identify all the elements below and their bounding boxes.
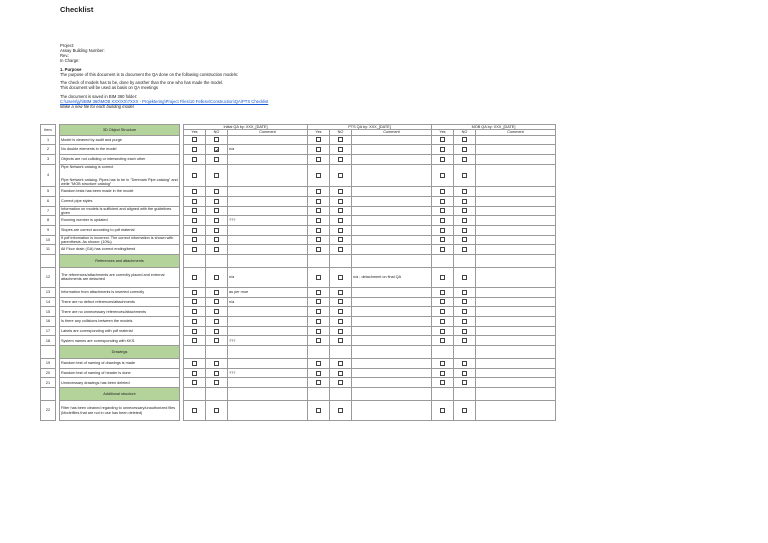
yes-checkbox[interactable] [316, 309, 321, 314]
yes-checkbox[interactable] [192, 228, 197, 233]
table-row [41, 359, 556, 369]
no-checkbox[interactable] [338, 247, 343, 252]
no-checkbox[interactable] [462, 237, 467, 242]
item-number: 1 [41, 135, 56, 145]
item-text: Filter has been cleaned regarding to unnecessary/unauthorized files (Modelfiles that are not in use has been deleted) [60, 401, 180, 421]
no-checkbox[interactable] [214, 228, 219, 233]
yes-checkbox[interactable] [316, 275, 321, 280]
yes-checkbox[interactable] [440, 237, 445, 242]
comment-cell[interactable] [228, 154, 308, 164]
comment-cell[interactable]: n/a [228, 267, 308, 287]
item-text: Random test of naming of header is done [60, 368, 180, 378]
yes-checkbox[interactable] [192, 309, 197, 314]
comment-cell[interactable] [352, 326, 432, 336]
yes-checkbox[interactable] [316, 218, 321, 223]
section-row [41, 346, 556, 359]
comment-cell[interactable] [476, 135, 556, 145]
page-title: Checklist [60, 5, 94, 14]
table-row [41, 206, 556, 216]
yes-checkbox[interactable] [316, 319, 321, 324]
comment-cell[interactable] [476, 206, 556, 216]
no-checkbox[interactable] [462, 329, 467, 334]
comment-cell[interactable] [352, 196, 432, 206]
yes-checkbox[interactable] [440, 299, 445, 304]
comment-cell[interactable] [352, 368, 432, 378]
no-checkbox[interactable] [462, 208, 467, 213]
no-checkbox[interactable] [462, 371, 467, 376]
comment-cell[interactable] [352, 245, 432, 255]
table-row [41, 326, 556, 336]
no-checkbox[interactable] [338, 157, 343, 162]
item-number: 9 [41, 225, 56, 235]
yes-checkbox[interactable] [192, 173, 197, 178]
table-row [41, 287, 556, 297]
field-in-charge: In Charge: [60, 57, 80, 63]
structure-header: 3D Object Structure [60, 125, 180, 136]
item-number: 20 [41, 368, 56, 378]
item-text: If pdf information is incorrect. The correct information is shown with parenthesis. As shown: (10‰) [60, 235, 180, 245]
comment-cell[interactable] [228, 235, 308, 245]
no-checkbox[interactable] [214, 208, 219, 213]
no-checkbox[interactable] [462, 199, 467, 204]
comment-cell[interactable]: ??? [228, 368, 308, 378]
comment-cell[interactable] [228, 225, 308, 235]
comment-cell[interactable]: ??? [228, 336, 308, 346]
comment-cell[interactable] [228, 164, 308, 186]
no-checkbox[interactable] [214, 299, 219, 304]
yes-checkbox[interactable] [440, 408, 445, 413]
no-checkbox[interactable] [214, 338, 219, 343]
comment-cell[interactable] [228, 326, 308, 336]
item-number: 6 [41, 196, 56, 206]
no-checkbox[interactable] [462, 408, 467, 413]
comment-cell[interactable] [476, 368, 556, 378]
comment-cell[interactable] [352, 164, 432, 186]
comment-cell[interactable] [352, 135, 432, 145]
yes-checkbox[interactable] [192, 147, 197, 152]
no-checkbox[interactable] [214, 408, 219, 413]
qa-group-header: Initial QA by: XXX_[DATE] [184, 125, 308, 130]
comment-cell[interactable] [476, 297, 556, 307]
comment-cell[interactable] [476, 401, 556, 421]
section-row [41, 254, 556, 267]
yes-checkbox[interactable] [192, 137, 197, 142]
table-row [41, 235, 556, 245]
no-checkbox[interactable] [338, 299, 343, 304]
no-checkbox[interactable] [338, 199, 343, 204]
item-number: 7 [41, 206, 56, 216]
item-text: Unnecessary drawings has been deleted [60, 378, 180, 388]
yes-checkbox[interactable] [192, 189, 197, 194]
yes-checkbox[interactable] [440, 199, 445, 204]
yes-checkbox[interactable] [192, 247, 197, 252]
yes-checkbox[interactable] [316, 247, 321, 252]
table-row [41, 216, 556, 226]
comment-cell[interactable] [228, 307, 308, 317]
comment-cell[interactable]: n/a [228, 145, 308, 155]
qa-group-header: PTS QA by: XXX_[DATE] [308, 125, 432, 130]
comment-cell[interactable]: n/a [228, 297, 308, 307]
comment-cell[interactable] [476, 235, 556, 245]
yes-checkbox[interactable] [440, 309, 445, 314]
no-checkbox[interactable] [214, 371, 219, 376]
item-number: 17 [41, 326, 56, 336]
no-checkbox[interactable] [338, 319, 343, 324]
comment-cell[interactable] [476, 225, 556, 235]
no-checkbox[interactable] [214, 189, 219, 194]
no-checkbox[interactable] [462, 189, 467, 194]
table-row [41, 135, 556, 145]
item-number: 13 [41, 287, 56, 297]
item-number: 15 [41, 307, 56, 317]
no-checkbox[interactable] [214, 173, 219, 178]
table-row [41, 225, 556, 235]
item-text: There are no unnecessary references/attachments [60, 307, 180, 317]
no-checkbox[interactable] [462, 247, 467, 252]
yes-checkbox[interactable] [316, 189, 321, 194]
item-number: 10 [41, 235, 56, 245]
yes-checkbox[interactable] [440, 173, 445, 178]
no-checkbox[interactable] [462, 228, 467, 233]
no-checkbox[interactable] [338, 237, 343, 242]
table-row [41, 187, 556, 197]
item-text: Random tests has been made in the model [60, 187, 180, 197]
section-label: Additional structure [60, 388, 180, 401]
no-checkbox[interactable] [338, 228, 343, 233]
no-header: NO [454, 130, 476, 135]
yes-checkbox[interactable] [192, 408, 197, 413]
comment-cell[interactable] [476, 359, 556, 369]
yes-checkbox[interactable] [440, 157, 445, 162]
yes-checkbox[interactable] [192, 199, 197, 204]
new-file-note: Make a new file for each building model. [60, 104, 135, 110]
no-checkbox[interactable] [214, 275, 219, 280]
no-checkbox[interactable] [462, 290, 467, 295]
section-row [41, 388, 556, 401]
field-rev: Rev.: [60, 52, 70, 58]
item-text: Information from attachments is inserted correctly [60, 287, 180, 297]
item-text: No double elements in the model [60, 145, 180, 155]
yes-checkbox[interactable] [440, 371, 445, 376]
comment-cell[interactable] [352, 225, 432, 235]
no-header: NO [206, 130, 228, 135]
comment-cell[interactable] [476, 267, 556, 287]
no-checkbox[interactable] [338, 218, 343, 223]
comment-cell[interactable] [352, 235, 432, 245]
item-number: 4 [41, 164, 56, 186]
comment-cell[interactable] [352, 401, 432, 421]
yes-header: Yes [308, 130, 330, 135]
item-text: Is there any collisions between the models [60, 317, 180, 327]
item-number: 18 [41, 336, 56, 346]
yes-checkbox[interactable] [192, 338, 197, 343]
yes-checkbox[interactable] [316, 338, 321, 343]
item-text: There are no defect references/attachments [60, 297, 180, 307]
yes-checkbox[interactable] [192, 290, 197, 295]
yes-checkbox[interactable] [440, 290, 445, 295]
yes-header: Yes [432, 130, 454, 135]
table-row [41, 164, 556, 186]
no-checkbox[interactable] [338, 189, 343, 194]
yes-checkbox[interactable] [316, 173, 321, 178]
comment-cell[interactable] [476, 336, 556, 346]
yes-checkbox[interactable] [192, 371, 197, 376]
saved-path-link[interactable]: C:\Users\jyh\BIM 360\MOB XXX\XX\7XXX - Projektering\Project Files\10 Fellesv\Construction\QA\PTS Checklist [60, 99, 269, 105]
no-checkbox[interactable] [338, 173, 343, 178]
comment-cell[interactable] [352, 378, 432, 388]
item-number: 3 [41, 154, 56, 164]
item-text: Information on models is sufficient and aligned with the guidelines given [60, 206, 180, 216]
no-checkbox[interactable] [462, 380, 467, 385]
no-checkbox[interactable] [338, 329, 343, 334]
no-checkbox[interactable] [462, 147, 467, 152]
no-checkbox[interactable] [338, 137, 343, 142]
no-checkbox[interactable] [462, 319, 467, 324]
table-row [41, 145, 556, 155]
comment-cell[interactable]: as per rnoe [228, 287, 308, 297]
comment-cell[interactable] [228, 359, 308, 369]
no-checkbox[interactable] [462, 338, 467, 343]
purpose-heading: 1. Purpose [60, 66, 82, 72]
qa-group-header: MOB QA by: XXX_[DATE] [432, 125, 556, 130]
yes-checkbox[interactable] [440, 338, 445, 343]
no-checkbox[interactable] [214, 247, 219, 252]
comment-cell[interactable] [228, 135, 308, 145]
yes-checkbox[interactable] [192, 329, 197, 334]
comment-cell[interactable] [476, 196, 556, 206]
intro-block [60, 44, 420, 110]
item-number: 21 [41, 378, 56, 388]
comment-cell[interactable] [352, 297, 432, 307]
comment-cell[interactable] [352, 216, 432, 226]
yes-checkbox[interactable] [440, 208, 445, 213]
comment-cell[interactable] [476, 287, 556, 297]
item-text: All Floor drain (GA) has correct ending/bend [60, 245, 180, 255]
item-number: 11 [41, 245, 56, 255]
field-project: Project: [60, 43, 75, 48]
comment-cell[interactable] [352, 154, 432, 164]
no-checkbox[interactable] [338, 290, 343, 295]
yes-checkbox[interactable] [192, 157, 197, 162]
comment-cell[interactable] [476, 187, 556, 197]
item-number: 12 [41, 267, 56, 287]
no-checkbox[interactable] [462, 275, 467, 280]
no-checkbox[interactable] [462, 137, 467, 142]
yes-checkbox[interactable] [316, 380, 321, 385]
item-number: 19 [41, 359, 56, 369]
item-text: Random test of naming of drawings is made [60, 359, 180, 369]
no-checkbox[interactable] [338, 147, 343, 152]
comment-cell[interactable] [352, 206, 432, 216]
no-checkbox[interactable] [338, 309, 343, 314]
item-text: Model is cleaned by audit and purge [60, 135, 180, 145]
comment-cell[interactable] [228, 206, 308, 216]
yes-checkbox[interactable] [192, 218, 197, 223]
yes-checkbox[interactable] [192, 319, 197, 324]
table-row [41, 154, 556, 164]
no-checkbox[interactable] [338, 371, 343, 376]
comment-cell[interactable] [476, 216, 556, 226]
comment-cell[interactable] [228, 196, 308, 206]
yes-checkbox[interactable] [440, 218, 445, 223]
comment-cell[interactable] [228, 401, 308, 421]
yes-checkbox[interactable] [440, 137, 445, 142]
no-checkbox[interactable] [214, 147, 219, 152]
yes-checkbox[interactable] [316, 361, 321, 366]
table-row [41, 307, 556, 317]
table-row [41, 368, 556, 378]
item-header: Item [41, 125, 56, 136]
yes-checkbox[interactable] [192, 208, 197, 213]
comment-cell[interactable] [476, 307, 556, 317]
comment-cell[interactable] [476, 154, 556, 164]
comment-cell[interactable] [228, 317, 308, 327]
yes-checkbox[interactable] [316, 157, 321, 162]
yes-checkbox[interactable] [316, 147, 321, 152]
item-text: Running number is updated [60, 216, 180, 226]
field-building-number: Assay Building Number: [60, 47, 105, 53]
yes-checkbox[interactable] [316, 408, 321, 413]
comment-cell[interactable] [476, 326, 556, 336]
comment-cell[interactable] [352, 336, 432, 346]
no-checkbox[interactable] [214, 361, 219, 366]
check-line-2: This document will be used as basis on QA meetings [60, 85, 158, 91]
item-text: The references/attachments are correctly placed and external attachments are detached [60, 267, 180, 287]
comment-cell[interactable]: ??? [228, 216, 308, 226]
no-checkbox[interactable] [462, 309, 467, 314]
comment-cell[interactable]: n/a ; detachment on final QA [352, 267, 432, 287]
no-checkbox[interactable] [462, 361, 467, 366]
no-checkbox[interactable] [214, 380, 219, 385]
yes-checkbox[interactable] [440, 147, 445, 152]
no-checkbox[interactable] [214, 309, 219, 314]
yes-checkbox[interactable] [192, 237, 197, 242]
no-checkbox[interactable] [338, 208, 343, 213]
no-checkbox[interactable] [462, 299, 467, 304]
comment-header: Comment [352, 130, 432, 135]
checklist-table [40, 124, 556, 421]
no-checkbox[interactable] [338, 275, 343, 280]
yes-checkbox[interactable] [316, 299, 321, 304]
purpose-text: The purpose of this document is to document the QA done on the following construction models: [60, 71, 239, 77]
item-text: Labels are corresponding with pdf material [60, 326, 180, 336]
item-text: Objects are not colliding or intersecting each other [60, 154, 180, 164]
no-checkbox[interactable] [462, 173, 467, 178]
item-text: Pipe Network catalog is correct Pipe Network catalog. Pipes has to be in "Denmark Pipe catalog" and welle "MOB structure catalog" [61, 164, 178, 186]
item-text: System names are corresponding with KKS. [60, 336, 180, 346]
comment-cell[interactable] [352, 187, 432, 197]
comment-cell[interactable] [352, 359, 432, 369]
no-checkbox[interactable] [338, 408, 343, 413]
item-text: Slopes are correct according to pdf material [60, 225, 180, 235]
yes-checkbox[interactable] [316, 137, 321, 142]
comment-cell[interactable] [228, 378, 308, 388]
item-number: 2 [41, 145, 56, 155]
yes-checkbox[interactable] [316, 199, 321, 204]
comment-cell[interactable] [228, 245, 308, 255]
comment-header: Comment [476, 130, 556, 135]
yes-checkbox[interactable] [440, 319, 445, 324]
table-row [41, 245, 556, 255]
yes-checkbox[interactable] [316, 329, 321, 334]
check-line-1: The check of models has to be, done by another than the one who has made the model. [60, 80, 224, 86]
yes-checkbox[interactable] [440, 380, 445, 385]
yes-checkbox[interactable] [440, 247, 445, 252]
table-row [41, 297, 556, 307]
section-label: References and attachments [60, 254, 180, 267]
yes-checkbox[interactable] [440, 275, 445, 280]
yes-checkbox[interactable] [316, 371, 321, 376]
item-number: 14 [41, 297, 56, 307]
table-row [41, 401, 556, 421]
yes-checkbox[interactable] [192, 275, 197, 280]
no-checkbox[interactable] [338, 380, 343, 385]
section-label: Drawings [60, 346, 180, 359]
table-row [41, 378, 556, 388]
table-row [41, 336, 556, 346]
no-checkbox[interactable] [338, 361, 343, 366]
no-checkbox[interactable] [214, 290, 219, 295]
no-header: NO [330, 130, 352, 135]
table-row [41, 267, 556, 287]
no-checkbox[interactable] [462, 218, 467, 223]
yes-checkbox[interactable] [192, 380, 197, 385]
no-checkbox[interactable] [214, 157, 219, 162]
no-checkbox[interactable] [214, 218, 219, 223]
yes-checkbox[interactable] [316, 228, 321, 233]
saved-text: The document is saved in BIM 360 folder: [60, 94, 138, 100]
table-row [41, 317, 556, 327]
item-number: 8 [41, 216, 56, 226]
table-row [41, 196, 556, 206]
comment-cell[interactable] [476, 164, 556, 186]
comment-cell[interactable] [476, 145, 556, 155]
yes-checkbox[interactable] [440, 329, 445, 334]
comment-cell[interactable] [476, 245, 556, 255]
item-number: 16 [41, 317, 56, 327]
no-checkbox[interactable] [214, 199, 219, 204]
comment-cell[interactable] [352, 287, 432, 297]
no-checkbox[interactable] [462, 157, 467, 162]
no-checkbox[interactable] [214, 137, 219, 142]
comment-cell[interactable] [476, 378, 556, 388]
comment-cell[interactable] [476, 317, 556, 327]
comment-cell[interactable] [352, 317, 432, 327]
yes-checkbox[interactable] [316, 237, 321, 242]
yes-checkbox[interactable] [192, 361, 197, 366]
yes-checkbox[interactable] [316, 290, 321, 295]
yes-checkbox[interactable] [440, 361, 445, 366]
comment-header: Comment [228, 130, 308, 135]
yes-checkbox[interactable] [440, 228, 445, 233]
no-checkbox[interactable] [338, 338, 343, 343]
comment-cell[interactable] [352, 145, 432, 155]
no-checkbox[interactable] [214, 237, 219, 242]
yes-checkbox[interactable] [316, 208, 321, 213]
comment-cell[interactable] [228, 187, 308, 197]
yes-header: Yes [184, 130, 206, 135]
item-number: 22 [41, 401, 56, 421]
yes-checkbox[interactable] [440, 189, 445, 194]
yes-checkbox[interactable] [192, 299, 197, 304]
item-text: Correct pipe styles [60, 196, 180, 206]
no-checkbox[interactable] [214, 329, 219, 334]
no-checkbox[interactable] [214, 319, 219, 324]
item-number: 5 [41, 187, 56, 197]
comment-cell[interactable] [352, 307, 432, 317]
